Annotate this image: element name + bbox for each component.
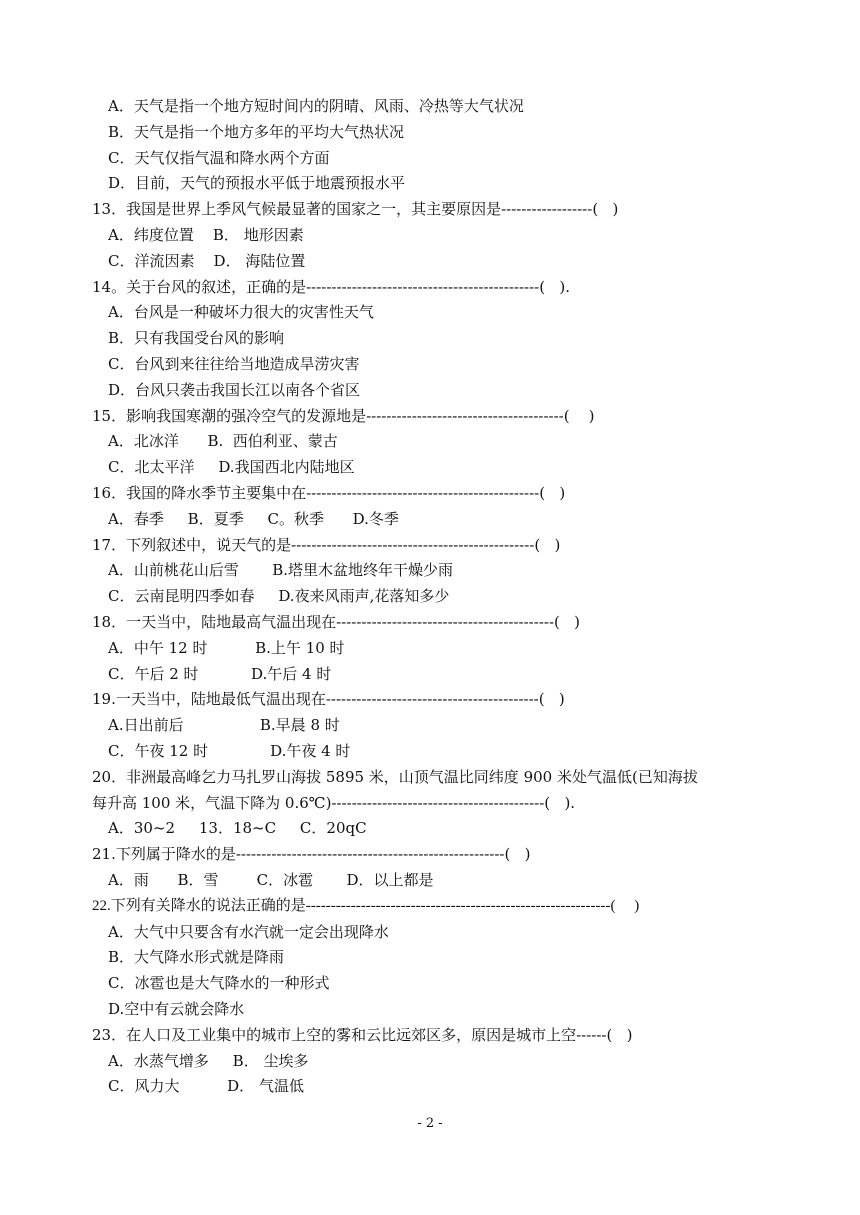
option-line: C．台风到来往往给当地造成旱涝灾害 — [108, 355, 360, 373]
option-line: B．天气是指一个地方多年的平均大气热状况 — [108, 123, 405, 141]
question-line: 23．在人口及工业集中的城市上空的雾和云比远郊区多，原因是城市上空------( ) — [92, 1026, 633, 1044]
question-line: 22.下列有关降水的说法正确的是-------------------------------------------------------------( ) — [92, 898, 640, 914]
question-line: 17．下列叙述中，说天气的是------------------------------------------------( ) — [92, 536, 561, 554]
question-line: 15．影响我国寒潮的强冷空气的发源地是---------------------------------------( ) — [92, 407, 595, 425]
option-line: A．水蒸气增多 B． 尘埃多 — [108, 1052, 309, 1070]
option-line: A．天气是指一个地方短时间内的阴晴、风雨、冷热等大气状况 — [108, 97, 524, 115]
question-line: 18．一天当中，陆地最高气温出现在-------------------------------------------( ) — [92, 613, 581, 631]
option-line: A.日出前后 B.早晨 8 时 — [108, 716, 340, 734]
question-line: 16．我国的降水季节主要集中在----------------------------------------------( ) — [92, 484, 566, 502]
option-line: D.空中有云就会降水 — [108, 1000, 245, 1018]
option-line: C．云南昆明四季如春 D.夜来风雨声,花落知多少 — [108, 587, 450, 605]
option-line: B．大气降水形式就是降雨 — [108, 948, 285, 966]
option-line: A．北冰洋 B. 西伯利亚、蒙古 — [108, 432, 338, 450]
option-line: A．大气中只要含有水汽就一定会出现降水 — [108, 923, 389, 941]
option-line: A．雨 B．雪 C．冰雹 D．以上都是 — [108, 871, 434, 889]
option-line: C．洋流因素 D． 海陆位置 — [108, 252, 306, 270]
option-line: A．中午 12 时 B.上午 10 时 — [108, 639, 345, 657]
option-line: C．天气仅指气温和降水两个方面 — [108, 149, 330, 167]
option-line: C．风力大 D． 气温低 — [108, 1077, 304, 1095]
option-line: A．春季 B．夏季 C。秋季 D.冬季 — [108, 510, 399, 528]
option-line: A．纬度位置 B． 地形因素 — [108, 226, 304, 244]
question-line: 13．我国是世界上季风气候最显著的国家之一，其主要原因是------------------( ) — [92, 200, 619, 218]
question-line: 14。关于台风的叙述，正确的是----------------------------------------------( ). — [92, 278, 571, 296]
option-line: C．午后 2 时 D.午后 4 时 — [108, 665, 332, 683]
question-line: 20．非洲最高峰乞力马扎罗山海拔 5895 米，山顶气温比同纬度 900 米处气温低(已知海拔 — [92, 768, 698, 786]
question-line: 每升高 100 米，气温下降为 0.6℃)------------------------------------------( ). — [92, 794, 576, 812]
option-line: D．台风只袭击我国长江以南各个省区 — [108, 381, 361, 399]
option-line: A．台风是一种破坏力很大的灾害性天气 — [108, 303, 374, 321]
option-line: C．冰雹也是大气降水的一种形式 — [108, 974, 330, 992]
question-line: 21.下列属于降水的是-----------------------------------------------------( ) — [92, 845, 531, 863]
option-line: C．北太平洋 D.我国西北内陆地区 — [108, 458, 355, 476]
option-line: D．目前，天气的预报水平低于地震预报水平 — [108, 174, 406, 192]
question-line: 19.一天当中，陆地最低气温出现在------------------------------------------( ) — [92, 690, 565, 708]
page-number: - 2 - — [417, 1116, 443, 1131]
option-line: A．30~2 13．18~C C．20qC — [108, 819, 367, 837]
option-line: C．午夜 12 时 D.午夜 4 时 — [108, 742, 351, 760]
option-line: A．山前桃花山后雪 B.塔里木盆地终年干燥少雨 — [108, 561, 454, 579]
option-line: B．只有我国受台风的影响 — [108, 329, 285, 347]
